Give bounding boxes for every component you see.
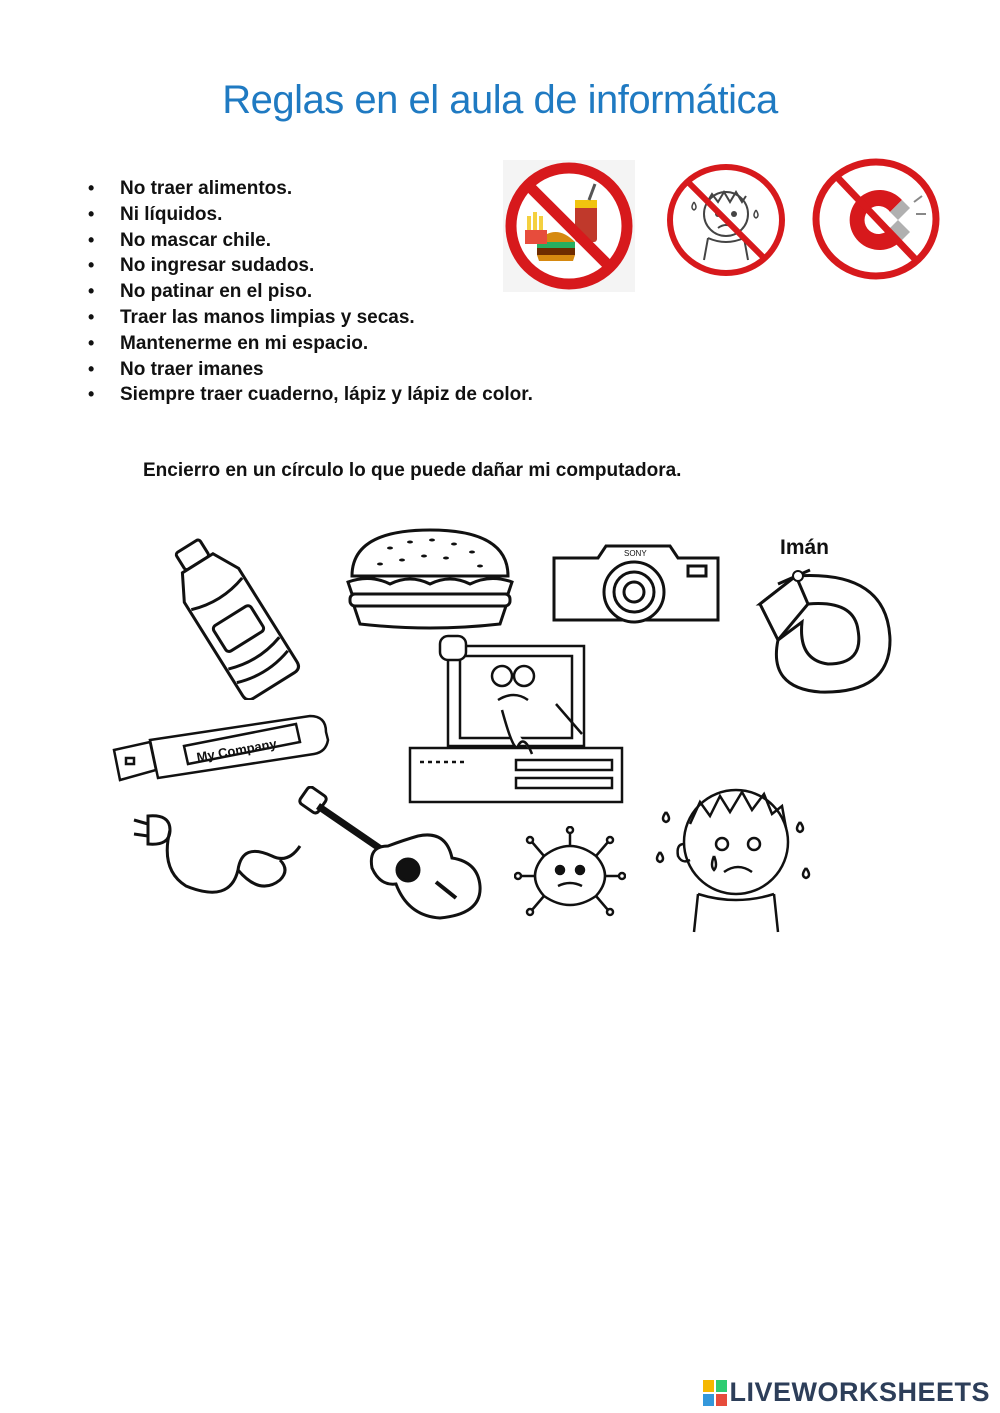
camera-brand: SONY — [624, 549, 647, 558]
rule-item: • No patinar en el piso. — [88, 279, 533, 305]
crying-computer-icon[interactable] — [406, 634, 626, 806]
rule-item: • No mascar chile. — [88, 228, 533, 254]
footer-logo — [703, 1377, 990, 1408]
activity-instruction: Encierro en un círculo lo que puede dañar mi computadora. — [143, 460, 682, 481]
rule-item: • Traer las manos limpias y secas. — [88, 305, 533, 331]
camera-icon[interactable] — [548, 538, 726, 638]
virus-icon[interactable] — [514, 826, 626, 922]
horseshoe-magnet-icon[interactable] — [738, 560, 898, 700]
hamburger-icon[interactable] — [340, 524, 520, 634]
brand-name: LIVEWORKSHEETS — [729, 1377, 990, 1407]
sweating-child-icon[interactable] — [650, 772, 820, 934]
usb-drive-icon[interactable] — [110, 710, 332, 786]
no-sweat-sign-icon — [664, 162, 788, 278]
water-bottle-icon[interactable] — [150, 530, 310, 700]
guitar-icon[interactable] — [296, 786, 486, 926]
rule-item: • No ingresar sudados. — [88, 253, 533, 279]
liveworksheets-logo-icon — [703, 1380, 727, 1406]
rule-item: • Siempre traer cuaderno, lápiz y lápiz de color. — [88, 382, 533, 408]
no-food-sign-icon — [503, 160, 635, 292]
rule-item: • No traer alimentos. — [88, 176, 533, 202]
page-title: Reglas en el aula de informática — [222, 78, 778, 122]
rule-item: • Mantenerme en mi espacio. — [88, 331, 533, 357]
iman-label: Imán — [780, 536, 830, 559]
no-magnet-sign-icon — [810, 156, 942, 282]
rules-list — [88, 176, 533, 408]
rule-item: • Ni líquidos. — [88, 202, 533, 228]
rule-item: • No traer imanes — [88, 357, 533, 383]
power-plug-icon[interactable] — [130, 800, 310, 910]
usb-label: My Company — [195, 735, 278, 765]
